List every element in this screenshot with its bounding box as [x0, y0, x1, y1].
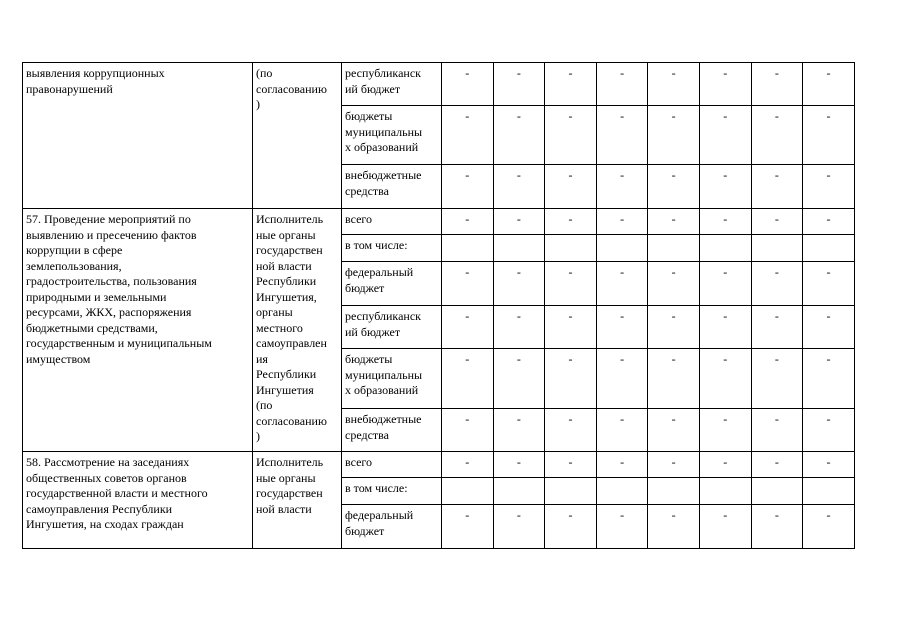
value-cell: - — [442, 209, 494, 235]
value-cell: - — [803, 63, 855, 106]
value-cell: - — [648, 452, 700, 478]
value-cell — [493, 478, 545, 505]
value-cell: - — [545, 209, 597, 235]
value-cell: - — [545, 349, 597, 409]
value-cell — [545, 235, 597, 262]
table-row — [23, 209, 855, 235]
value-cell: - — [596, 349, 648, 409]
value-cell: - — [803, 505, 855, 549]
value-cell: - — [751, 209, 803, 235]
value-cell: - — [442, 452, 494, 478]
value-cell: - — [545, 106, 597, 165]
funding-source-cell: федеральный бюджет — [342, 262, 442, 306]
value-cell: - — [648, 209, 700, 235]
value-cell: - — [648, 306, 700, 349]
funding-source-cell: бюджеты муниципальны х образований — [342, 349, 442, 409]
funding-source-cell: всего — [342, 209, 442, 235]
value-cell: - — [596, 209, 648, 235]
value-cell: - — [545, 452, 597, 478]
value-cell: - — [699, 409, 751, 452]
value-cell: - — [545, 306, 597, 349]
value-cell — [803, 235, 855, 262]
value-cell: - — [493, 165, 545, 209]
value-cell: - — [699, 165, 751, 209]
value-cell: - — [803, 106, 855, 165]
value-cell: - — [751, 63, 803, 106]
value-cell: - — [699, 209, 751, 235]
value-cell: - — [545, 165, 597, 209]
value-cell: - — [596, 165, 648, 209]
value-cell: - — [493, 106, 545, 165]
value-cell: - — [751, 106, 803, 165]
value-cell: - — [648, 349, 700, 409]
value-cell: - — [699, 262, 751, 306]
value-cell: - — [648, 106, 700, 165]
value-cell — [596, 235, 648, 262]
table-body — [23, 63, 855, 549]
value-cell — [545, 478, 597, 505]
executor-cell: (по согласованию ) — [253, 63, 342, 209]
value-cell — [699, 478, 751, 505]
table-row — [23, 63, 855, 106]
value-cell — [648, 478, 700, 505]
value-cell: - — [493, 505, 545, 549]
funding-table — [22, 62, 855, 549]
value-cell — [493, 235, 545, 262]
value-cell: - — [545, 63, 597, 106]
activity-cell: 57. Проведение мероприятий по выявлению и пресечению фактов коррупции в сфере землепользования, градостроительства, пользования природными и земельными ресурсами, ЖКХ, распоряжения бюджетными средствами, государственным и муниципальным имуществом — [23, 209, 253, 452]
value-cell: - — [493, 262, 545, 306]
value-cell: - — [442, 306, 494, 349]
value-cell: - — [442, 409, 494, 452]
value-cell: - — [596, 262, 648, 306]
value-cell: - — [751, 165, 803, 209]
value-cell: - — [751, 505, 803, 549]
value-cell: - — [493, 63, 545, 106]
value-cell: - — [751, 409, 803, 452]
value-cell — [648, 235, 700, 262]
value-cell: - — [751, 349, 803, 409]
value-cell: - — [545, 262, 597, 306]
funding-source-cell: в том числе: — [342, 478, 442, 505]
funding-source-cell: республиканск ий бюджет — [342, 63, 442, 106]
value-cell: - — [751, 262, 803, 306]
value-cell — [699, 235, 751, 262]
value-cell: - — [596, 452, 648, 478]
value-cell: - — [648, 409, 700, 452]
value-cell: - — [803, 306, 855, 349]
value-cell: - — [596, 106, 648, 165]
funding-source-cell: всего — [342, 452, 442, 478]
value-cell: - — [442, 63, 494, 106]
value-cell — [442, 235, 494, 262]
value-cell: - — [493, 306, 545, 349]
value-cell: - — [699, 452, 751, 478]
value-cell: - — [493, 452, 545, 478]
value-cell: - — [545, 409, 597, 452]
value-cell: - — [803, 165, 855, 209]
value-cell: - — [442, 106, 494, 165]
value-cell: - — [699, 63, 751, 106]
value-cell: - — [751, 306, 803, 349]
value-cell: - — [442, 505, 494, 549]
value-cell: - — [803, 209, 855, 235]
activity-cell: выявления коррупционных правонарушений — [23, 63, 253, 209]
value-cell: - — [545, 505, 597, 549]
value-cell — [751, 235, 803, 262]
value-cell: - — [442, 165, 494, 209]
activity-cell: 58. Рассмотрение на заседаниях общественных советов органов государственной власти и местного самоуправления Республики Ингушетия, на сходах граждан — [23, 452, 253, 549]
executor-cell: Исполнитель ные органы государствен ной власти Республики Ингушетия, органы местного самоуправлен ия Республики Ингушетия (по согласованию ) — [253, 209, 342, 452]
value-cell: - — [699, 106, 751, 165]
executor-cell: Исполнитель ные органы государствен ной власти — [253, 452, 342, 549]
value-cell: - — [699, 505, 751, 549]
funding-source-cell: республиканск ий бюджет — [342, 306, 442, 349]
value-cell: - — [803, 262, 855, 306]
value-cell: - — [699, 306, 751, 349]
value-cell: - — [648, 505, 700, 549]
value-cell: - — [596, 505, 648, 549]
funding-source-cell: внебюджетные средства — [342, 165, 442, 209]
value-cell — [442, 478, 494, 505]
funding-source-cell: федеральный бюджет — [342, 505, 442, 549]
funding-source-cell: в том числе: — [342, 235, 442, 262]
value-cell: - — [648, 262, 700, 306]
value-cell: - — [442, 349, 494, 409]
value-cell: - — [442, 262, 494, 306]
value-cell — [596, 478, 648, 505]
value-cell: - — [803, 409, 855, 452]
table-row — [23, 452, 855, 478]
value-cell: - — [751, 452, 803, 478]
value-cell — [803, 478, 855, 505]
funding-source-cell: бюджеты муниципальны х образований — [342, 106, 442, 165]
funding-source-cell: внебюджетные средства — [342, 409, 442, 452]
value-cell: - — [596, 63, 648, 106]
value-cell: - — [803, 452, 855, 478]
value-cell: - — [596, 409, 648, 452]
value-cell: - — [493, 349, 545, 409]
value-cell: - — [493, 209, 545, 235]
value-cell: - — [648, 63, 700, 106]
value-cell: - — [596, 306, 648, 349]
value-cell — [751, 478, 803, 505]
value-cell: - — [803, 349, 855, 409]
value-cell: - — [648, 165, 700, 209]
value-cell: - — [699, 349, 751, 409]
value-cell: - — [493, 409, 545, 452]
